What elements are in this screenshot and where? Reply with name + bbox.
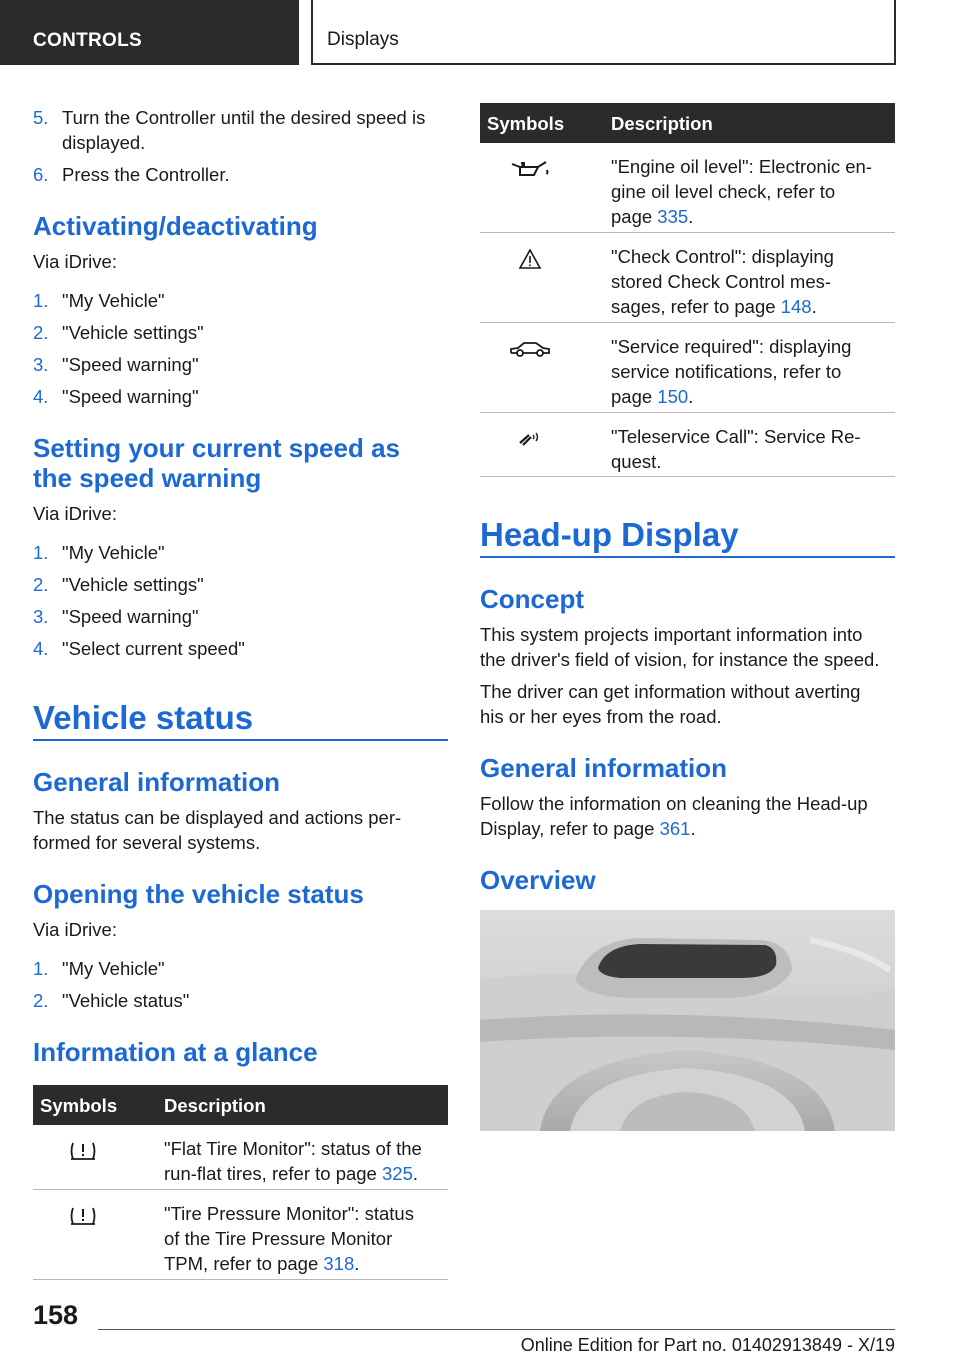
table-row — [480, 143, 895, 233]
via-idrive: Via iDrive: — [33, 251, 117, 272]
section-tab — [0, 0, 299, 65]
heading-general-info: General information — [33, 767, 281, 797]
table-row — [480, 233, 895, 323]
general-text-l2: formed for several systems. — [33, 832, 261, 853]
row-description: "Flat Tire Monitor": status of the run-flat tires, refer to page 325. — [164, 1138, 422, 1184]
page-link[interactable]: 361 — [659, 818, 691, 839]
symbols-table-right — [480, 103, 895, 477]
hud-general-l1: Follow the information on cleaning the Head-up — [480, 793, 868, 814]
section-rule — [33, 739, 448, 741]
teleservice-icon — [480, 425, 580, 453]
edition-note: Online Edition for Part no. 01402913849 - X/19 — [520, 1335, 895, 1355]
table-row — [33, 1125, 448, 1190]
heading-activating: Activating/deactivating — [33, 211, 318, 241]
heading-opening: Opening the vehicle status — [33, 879, 364, 909]
via-idrive: Via iDrive: — [33, 503, 117, 524]
tire-pressure-icon — [33, 1202, 133, 1230]
page-link[interactable]: 325 — [382, 1163, 413, 1184]
table-row — [480, 323, 895, 413]
table-row — [480, 413, 895, 477]
row-description: "Teleservice Call": Service Re- quest. — [611, 426, 861, 472]
page-number: 158 — [33, 1300, 79, 1330]
page-link[interactable]: 318 — [323, 1253, 355, 1274]
concept2-l1: The driver can get information without averting — [480, 681, 861, 702]
page-link[interactable]: 148 — [780, 296, 812, 317]
hud-general-l2: Display, refer to page 361. — [480, 818, 696, 839]
chapter-title: Displays — [327, 29, 399, 50]
table-row — [33, 1190, 448, 1280]
concept2-l2: his or her eyes from the road. — [480, 706, 722, 727]
service-car-icon — [480, 335, 580, 363]
hud-overview-image — [480, 910, 895, 1131]
section-title: CONTROLS — [33, 30, 143, 51]
page-link[interactable]: 335 — [657, 206, 689, 227]
row-description: "Tire Pressure Monitor": status of the Tire Pressure Monitor TPM, refer to page 318. — [164, 1203, 414, 1274]
footer-rule — [98, 1329, 895, 1330]
table-header: Symbols Description — [33, 1085, 448, 1125]
row-description: "Engine oil level": Electronic en- gine oil level check, refer to page 335. — [611, 156, 872, 227]
concept-l1: This system projects important information into — [480, 624, 863, 645]
row-description: "Check Control": displaying stored Check Control mes- sages, refer to page 148. — [611, 246, 834, 317]
page-link[interactable]: 150 — [657, 386, 689, 407]
heading-overview: Overview — [480, 865, 596, 895]
concept-l2: the driver's field of vision, for instance the speed. — [480, 649, 880, 670]
via-idrive: Via iDrive: — [33, 919, 117, 940]
table-header: Symbols Description — [480, 103, 895, 143]
flat-tire-icon — [33, 1137, 133, 1165]
chapter-tab — [311, 0, 896, 65]
heading-concept: Concept — [480, 584, 584, 614]
section-rule — [480, 556, 895, 558]
heading-at-a-glance: Information at a glance — [33, 1037, 318, 1067]
heading-setting-l2: the speed warning — [33, 463, 262, 493]
heading-general-info-hud: General information — [480, 753, 728, 783]
general-text-l1: The status can be displayed and actions per- — [33, 807, 402, 828]
symbols-table-left — [33, 1085, 448, 1280]
section-title-hud: Head-up Display — [480, 516, 739, 553]
section-title-vehicle-status: Vehicle status — [33, 699, 254, 736]
row-description: "Service required": displaying service notifications, refer to page 150. — [611, 336, 852, 407]
engine-oil-icon — [480, 155, 580, 183]
warning-triangle-icon — [480, 245, 580, 273]
heading-setting-l1: Setting your current speed as — [33, 433, 400, 463]
